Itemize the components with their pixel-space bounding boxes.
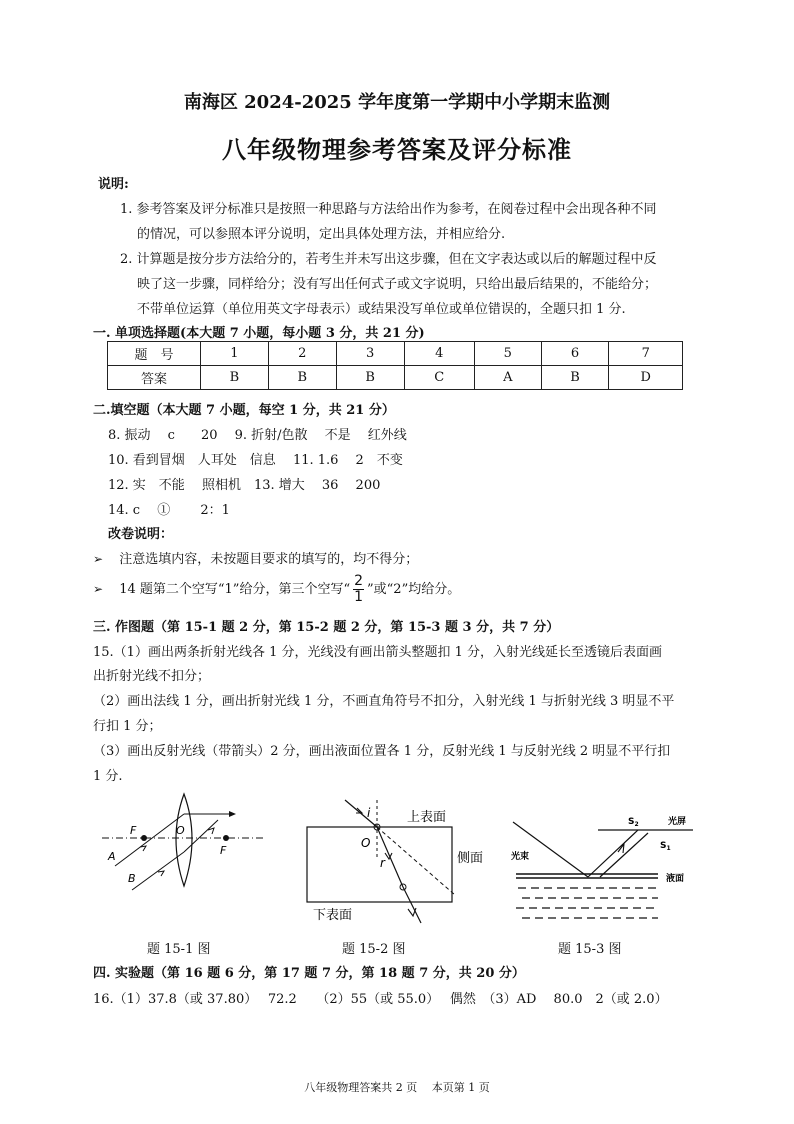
answer-cell: C (404, 366, 474, 390)
label-beam: 光束 (511, 852, 530, 862)
section3-heading: 三. 作图题（第 15-1 题 2 分，第 15-2 题 2 分，第 15-3 题 3 分，共 7 分） (93, 620, 560, 635)
label-screen: 光屏 (668, 817, 687, 827)
label-side-surface: 侧面 (457, 851, 484, 866)
fill-answers-line2: 10. 看到冒烟 人耳处 信息 11. 1.6 2 不变 (108, 453, 403, 468)
reflected-ray-2 (600, 833, 648, 877)
table-row (108, 366, 683, 390)
drawing-rule-3-line2: 1 分. (93, 769, 123, 784)
grading-note-1-text: 注意选填内容，未按题目要求的填写的，均不得分； (119, 552, 419, 567)
question-number: 7 (609, 342, 683, 366)
arrow-bullet-icon: ➢ (93, 552, 104, 566)
label-r: r (380, 856, 385, 870)
notes-heading: 说明: (98, 177, 129, 192)
answer-cell: B (336, 366, 404, 390)
title-line1: 南海区 2024-2025 学年度第一学期中小学期末监测 (183, 92, 611, 113)
emergent-ray (403, 887, 421, 923)
section1-heading: 一. 单项选择题(本大题 7 小题，每小题 3 分，共 21 分) (93, 326, 425, 341)
question-number: 3 (336, 342, 404, 366)
fraction-numerator: 2 (354, 573, 364, 589)
focal-point-right (223, 835, 229, 841)
table-row-label: 题 号 (108, 342, 201, 366)
grading-note-1 (93, 548, 418, 567)
question-number: 5 (474, 342, 541, 366)
label-s2: $S_2$ (628, 817, 639, 828)
incident-extension (377, 827, 455, 895)
answer-cell: D (609, 366, 683, 390)
title-line2: 八年级物理参考答案及评分标准 (222, 135, 572, 164)
arrow-bullet-icon: ➢ (93, 582, 104, 596)
fraction-denominator: 1 (354, 589, 364, 605)
drawing-rule-1-line1: 15.（1）画出两条折射光线各 1 分，光线没有画出箭头整题扣 1 分，入射光线延长至透镜后表面画 (93, 645, 663, 660)
note-2-line2: 映了这一步骤，同样给分；没有写出任何式子或文字说明，只给出最后结果的，不能给分； (137, 277, 658, 292)
grading-note-2 (93, 574, 460, 605)
label-i: i (367, 806, 371, 820)
label-top-surface: 上表面 (407, 810, 447, 825)
note-1-line2: 的情况，可以参照本评分说明，定出具体处理方法，并相应给分. (137, 227, 506, 242)
label-b: B (128, 872, 136, 885)
ray-b-refracted (184, 820, 218, 852)
question-number: 6 (541, 342, 609, 366)
fill-answers-line4: 14. c ① 2：1 (108, 503, 230, 518)
question-number: 2 (268, 342, 336, 366)
liquid-body (516, 888, 658, 918)
answer-cell: B (201, 366, 269, 390)
fill-answers-line3: 12. 实 不能 照相机 13. 增大 36 200 (108, 478, 381, 493)
drawing-rule-1-line2: 出折射光线不扣分； (93, 669, 211, 684)
fill-answers-line1: 8. 振动 c 20 9. 折射/色散 不是 红外线 (108, 428, 407, 443)
question-number: 4 (404, 342, 474, 366)
ray-b-incident (132, 852, 184, 890)
label-o: O (361, 836, 371, 850)
reflected-ray-1 (588, 830, 638, 877)
drawing-rule-2-line2: 行扣 1 分； (93, 719, 162, 734)
figure-15-1-caption: 题 15-1 图 (147, 942, 211, 957)
answer-table (107, 341, 683, 390)
focal-point-left (141, 835, 147, 841)
grading-notes-heading: 改卷说明： (108, 527, 174, 542)
figure-15-2-glass-block-diagram (295, 795, 500, 925)
light-beam (513, 822, 588, 877)
section4-heading: 四. 实验题（第 16 题 6 分，第 17 题 7 分，第 18 题 7 分，共 20 分） (93, 966, 525, 981)
figure-15-3-caption: 题 15-3 图 (558, 942, 622, 957)
section2-heading: 二.填空题（本大题 7 小题，每空 1 分，共 21 分） (93, 403, 395, 418)
drawing-rule-2-line1: （2）画出法线 1 分，画出折射光线 1 分，不画直角符号不扣分，入射光线 1 与折射光线 3 明显不平 (93, 694, 675, 709)
grading-note-2-text-after: ”或“2”均给分。 (367, 582, 461, 597)
label-f-left: F (130, 824, 137, 837)
ray-a-incident (115, 814, 184, 866)
answer-cell: B (268, 366, 336, 390)
drawing-rule-3-line1: （3）画出反射光线（带箭头）2 分，画出液面位置各 1 分，反射光线 1 与反射光线 2 明显不平行扣 (93, 744, 671, 759)
answer-cell: B (541, 366, 609, 390)
label-a: A (108, 850, 116, 863)
figure-15-1-lens-diagram (100, 790, 270, 900)
label-s1: $S_1$ (660, 841, 671, 852)
table-row-label: 答案 (108, 366, 201, 390)
figure-15-3-liquid-level-diagram (508, 812, 708, 927)
fraction (353, 574, 364, 605)
label-liquid-surface: 液面 (666, 874, 685, 884)
answer-cell: A (474, 366, 541, 390)
question-number: 1 (201, 342, 269, 366)
note-2-line1: 2. 计算题是按分步方法给分的，若考生并未写出这步骤，但在文字表达或以后的解题过程中反 (120, 252, 657, 267)
convex-lens (176, 794, 192, 886)
grading-note-2-text-before: 14 题第二个空写“1”给分，第三个空写“ (119, 582, 351, 597)
label-bottom-surface: 下表面 (313, 908, 353, 923)
note-1-line1: 1. 参考答案及评分标准只是按照一种思路与方法给出作为参考，在阅卷过程中会出现各种不同 (120, 202, 657, 217)
page-footer: 八年级物理答案共 2 页 本页第 1 页 (304, 1081, 490, 1094)
table-row (108, 342, 683, 366)
note-2-line3: 不带单位运算（单位用英文字母表示）或结果没写单位或单位错误的，全题只扣 1 分. (137, 302, 626, 317)
label-o: O (176, 824, 185, 837)
label-f-right: F (220, 844, 227, 857)
experiment-answers-line1: 16.（1）37.8（或 37.80） 72.2 （2）55（或 55.0） 偶然 （3）AD 80.0 2（或 2.0） (93, 992, 668, 1007)
figure-15-2-caption: 题 15-2 图 (342, 942, 406, 957)
